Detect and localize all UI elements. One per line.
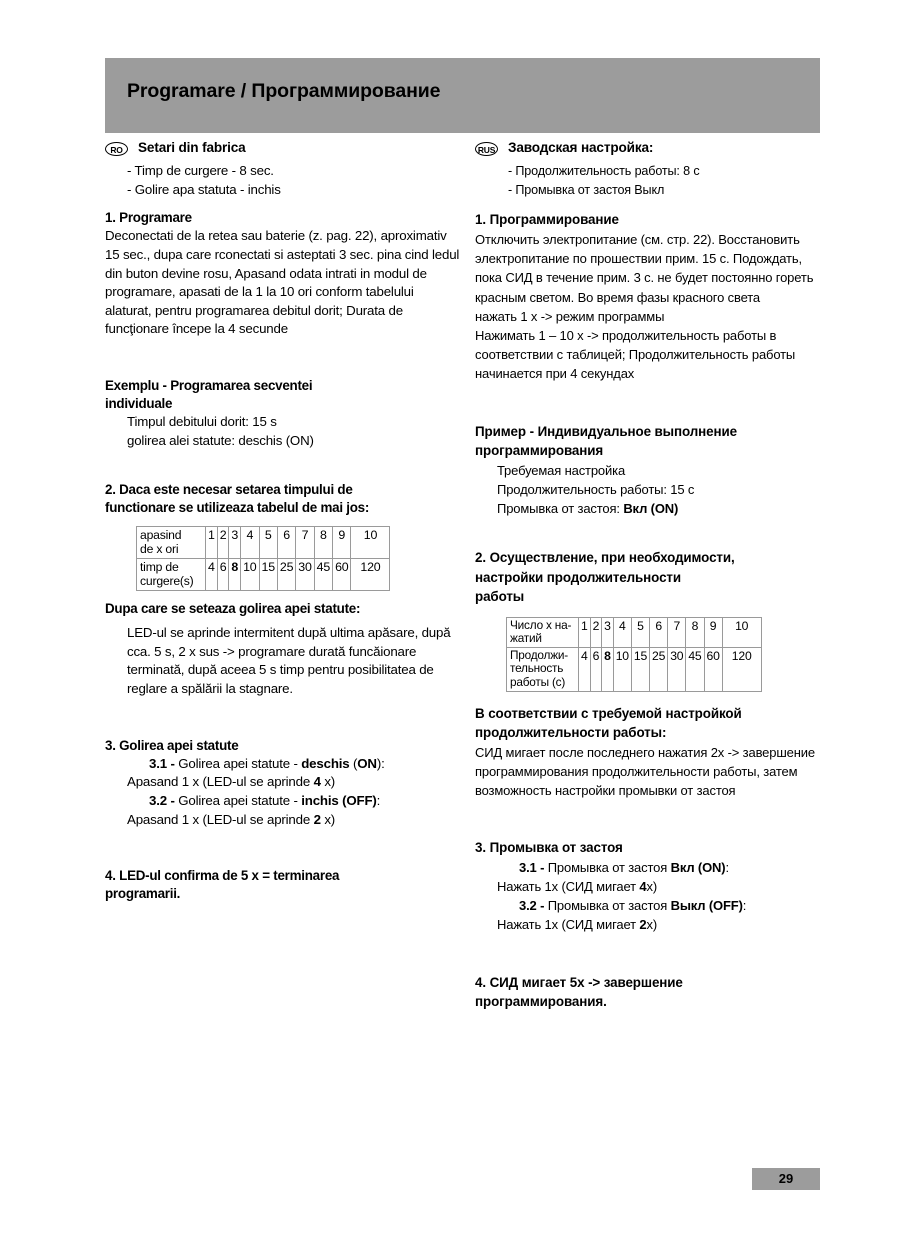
rus-section2-after-body: СИД мигает после последнего нажатия 2х -> завершение программирования продолжительности работы, затем возможность настройки промывки от застоя — [475, 744, 815, 799]
rus-example-line-1: Требуемая настройка — [497, 462, 626, 478]
rus-presses-7: 7 — [668, 617, 686, 647]
spacer — [475, 200, 830, 210]
ro-example-line-2: golirea alei statute: deschis (ON) — [127, 432, 314, 448]
ro-section2-heading-line2: functionare se utilizeaza tabelul de mai jos: — [105, 499, 370, 515]
rus-example-line-3 — [497, 499, 830, 518]
rus-section1-line2: нажать 1 х -> режим программы — [475, 308, 665, 324]
ro-section2-heading-line1: 2. Daca este necesar setarea timpului de — [105, 481, 353, 497]
spacer — [105, 339, 460, 377]
rus-presses-4: 4 — [613, 617, 631, 647]
rus-section3-1-detail-c: х) — [646, 878, 657, 894]
spacer — [105, 199, 460, 209]
rus-section2-after-heading-line1: В соответствии с требуемой настройкой — [475, 705, 742, 721]
ro-table-row1-label — [137, 526, 206, 558]
ro-section3-2-detail-count: 2 — [313, 811, 321, 827]
column-romanian — [105, 140, 460, 904]
rus-section3-1-detail-a: Нажать 1х (СИД мигает — [497, 878, 640, 894]
table-row — [137, 558, 390, 590]
ro-section3-2-state: inchis (OFF) — [301, 792, 377, 808]
ro-section3-1-text: Golirea apei statute - — [178, 755, 302, 771]
spacer — [105, 591, 460, 600]
rus-section3-2-state: Выкл (OFF) — [670, 898, 743, 914]
rus-section3-2-detail-a: Нажать 1х (СИД мигает — [497, 917, 640, 933]
rus-duration-8: 45 — [686, 647, 704, 691]
ro-example-heading-line1: Exemplu - Programarea secventei — [105, 377, 313, 393]
rus-presses-2: 2 — [590, 617, 602, 647]
rus-example-line-3-value: Вкл (ON) — [623, 500, 679, 516]
ro-duration-6: 25 — [277, 558, 295, 590]
ro-table-row2-label — [137, 558, 206, 590]
ro-section2-after-body: LED-ul se aprinde intermitent după ultima apăsare, după cca. 5 s, 2 x sus -> programare durată funcăionare terminată, după aceea 5 s timp pentru posibilitatea de reglare a spălării la stagnare. — [127, 625, 451, 696]
ro-section3-2-text: Golirea apei statute - — [178, 792, 302, 808]
rus-factory-settings-heading: Заводская настройка: — [508, 140, 654, 155]
spacer — [105, 829, 460, 867]
ro-section3-heading: 3. Golirea apei statute — [105, 737, 239, 753]
rus-section2-heading-line1: 2. Осуществление, при необходимости, — [475, 550, 735, 566]
rus-badge-row — [475, 140, 830, 160]
ro-section3-2 — [149, 792, 460, 811]
rus-factory-item-1: - Продолжительность работы: 8 с — [508, 164, 700, 178]
rus-section3-2-number: 3.2 - — [519, 898, 548, 914]
table-row — [507, 647, 762, 691]
rus-duration-6: 25 — [650, 647, 668, 691]
rus-section3-1-detail-count: 4 — [639, 878, 647, 894]
ro-table-row1-label-line2: de x ori — [140, 542, 179, 557]
ro-duration-1: 4 — [206, 558, 218, 590]
rus-country-badge-icon: RUS — [475, 142, 498, 156]
rus-section3-2-text: Промывка от застоя — [547, 898, 671, 914]
ro-duration-table — [136, 526, 390, 591]
ro-table-row1-label-line1: apasind — [140, 527, 182, 542]
rus-presses-3: 3 — [602, 617, 614, 647]
rus-duration-3: 8 — [602, 647, 614, 691]
rus-duration-2: 6 — [590, 647, 602, 691]
ro-duration-7: 30 — [296, 558, 314, 590]
ro-section1-body: Deconectati de la retea sau baterie (z. pag. 22), aproximativ 15 sec., dupa care rconectati si asteptati 3 sec. pina cind ledul din buton devine rosu, Apasand odata intrati in modul de programare, apasati de la 1 la 10 ori conform tabelului alaturat, pentru programarea debitul dorit; Durata de funcţionare începe la 4 secunde — [105, 228, 460, 337]
ro-presses-9: 9 — [333, 526, 351, 558]
rus-table-row2-label-line1: Продолжи- — [510, 647, 569, 662]
rus-section3-2-detail-c: х) — [646, 917, 657, 933]
ro-section3-1-paren-close: ): — [376, 755, 385, 771]
rus-duration-1: 4 — [579, 647, 591, 691]
rus-presses-6: 6 — [650, 617, 668, 647]
ro-section3-1-detail — [127, 773, 460, 792]
page-header-bar — [105, 58, 820, 133]
ro-factory-item-2: - Golire apa statuta - inchis — [127, 181, 281, 197]
ro-presses-10: 10 — [351, 526, 390, 558]
ro-presses-6: 6 — [277, 526, 295, 558]
column-russian — [475, 140, 830, 1012]
ro-table-row2-label-line2: curgere(s) — [140, 574, 194, 589]
rus-presses-10: 10 — [722, 617, 761, 647]
ro-section3-2-number: 3.2 - — [149, 792, 179, 808]
rus-section1-body: Отключить электропитание (см. стр. 22). Восстановить электропитание по прошествии прим. 15 с. Подождать, пока СИД в течение прим. 3 с. не будет постоянно гореть красным светом. Во время фазы красного света — [475, 231, 814, 305]
rus-section3-1-number: 3.1 - — [519, 859, 548, 875]
rus-table-row2-label — [507, 647, 579, 691]
rus-duration-5: 15 — [631, 647, 649, 691]
ro-presses-4: 4 — [241, 526, 259, 558]
ro-factory-item-1: - Timp de curgere - 8 sec. — [127, 163, 274, 178]
ro-section3-1-number: 3.1 - — [149, 755, 179, 771]
rus-duration-7: 30 — [668, 647, 686, 691]
ro-duration-2: 6 — [217, 558, 229, 590]
rus-presses-8: 8 — [686, 617, 704, 647]
spacer — [105, 699, 460, 737]
rus-section3-2-detail-count: 2 — [639, 917, 647, 933]
ro-presses-1: 1 — [206, 526, 218, 558]
ro-section3-2-detail-a: Apasand 1 x (LED-ul se aprinde — [127, 811, 314, 827]
rus-section2-after-heading-line2: продолжительности работы: — [475, 725, 667, 741]
rus-section3-2 — [519, 896, 830, 915]
rus-duration-9: 60 — [704, 647, 722, 691]
ro-section1-heading: 1. Programare — [105, 210, 192, 226]
ro-country-badge-icon: RO — [105, 142, 128, 156]
rus-section3-2-colon: : — [742, 898, 747, 914]
ro-presses-8: 8 — [314, 526, 332, 558]
rus-section3-1 — [519, 858, 830, 877]
rus-section4-heading-line1: 4. СИД мигает 5х -> завершение — [475, 974, 683, 990]
rus-section3-1-detail — [497, 877, 830, 896]
rus-section3-1-text: Промывка от застоя — [547, 859, 671, 875]
page-number-badge: 29 — [752, 1168, 820, 1190]
rus-section4-heading-line2: программирования. — [475, 994, 607, 1010]
ro-section3-1-state: deschis — [301, 755, 350, 771]
ro-section3-1-on: ON — [357, 755, 377, 771]
rus-example-line-3-label: Промывка от застоя: — [497, 500, 624, 516]
rus-section2-heading-line3: работы — [475, 589, 525, 605]
ro-section3-1 — [149, 755, 460, 774]
ro-duration-table-wrapper — [136, 526, 460, 591]
rus-example-line-2: Продолжительность работы: 15 с — [497, 481, 695, 497]
ro-factory-settings-heading: Setari din fabrica — [138, 140, 246, 155]
table-row — [507, 617, 762, 647]
page-title: Programare / Программирование — [127, 80, 441, 102]
ro-presses-5: 5 — [259, 526, 277, 558]
ro-duration-3: 8 — [229, 558, 241, 590]
rus-section3-1-state: Вкл (ON) — [670, 859, 726, 875]
rus-section3-heading: 3. Промывка от застоя — [475, 840, 623, 856]
spacer — [475, 800, 830, 838]
ro-example-line-1: Timpul debitului dorit: 15 s — [127, 414, 277, 430]
ro-presses-2: 2 — [217, 526, 229, 558]
ro-section4-heading-line1: 4. LED-ul confirma de 5 x = terminarea — [105, 868, 340, 884]
rus-presses-5: 5 — [631, 617, 649, 647]
ro-presses-3: 3 — [229, 526, 241, 558]
rus-duration-table-wrapper — [506, 617, 830, 692]
rus-table-row1-label — [507, 617, 579, 647]
ro-example-heading-line2: individuale — [105, 396, 173, 412]
ro-section3-1-detail-c: x) — [320, 774, 336, 790]
rus-section3-2-detail — [497, 915, 830, 934]
ro-section2-after-heading: Dupa care se seteaza golirea apei statute: — [105, 600, 361, 616]
table-row — [137, 526, 390, 558]
ro-duration-4: 10 — [241, 558, 259, 590]
rus-duration-4: 10 — [613, 647, 631, 691]
rus-table-row1-label-line1: Число х на- — [510, 617, 572, 632]
rus-presses-9: 9 — [704, 617, 722, 647]
ro-table-row2-label-line1: timp de — [140, 559, 179, 574]
spacer — [475, 518, 830, 548]
spacer — [475, 935, 830, 973]
ro-section3-2-detail — [127, 811, 460, 830]
ro-duration-5: 15 — [259, 558, 277, 590]
ro-section3-1-detail-a: Apasand 1 x (LED-ul se aprinde — [127, 774, 314, 790]
rus-factory-item-2: - Промывка от застоя Выкл — [508, 183, 665, 198]
rus-example-heading-line1: Пример - Индивидуальное выполнение — [475, 423, 737, 439]
spacer — [475, 692, 830, 704]
rus-presses-1: 1 — [579, 617, 591, 647]
ro-section3-1-paren-open: ( — [349, 755, 358, 771]
spacer — [475, 384, 830, 422]
ro-section3-1-detail-count: 4 — [313, 774, 321, 790]
rus-table-row2-label-line2: тельность — [510, 661, 564, 676]
ro-duration-8: 45 — [314, 558, 332, 590]
rus-duration-10: 120 — [722, 647, 761, 691]
ro-presses-7: 7 — [296, 526, 314, 558]
ro-duration-10: 120 — [351, 558, 390, 590]
rus-section3-1-colon: : — [725, 859, 729, 875]
ro-section4-heading-line2: programarii. — [105, 886, 181, 902]
rus-section2-heading-line2: настройки продолжительности — [475, 569, 682, 585]
rus-table-row1-label-line2: жатий — [510, 631, 542, 646]
ro-section3-2-detail-c: x) — [320, 811, 336, 827]
rus-duration-table — [506, 617, 762, 692]
rus-table-row2-label-line3: работы (с) — [510, 675, 566, 690]
ro-section3-2-colon: : — [376, 792, 381, 808]
ro-badge-row — [105, 140, 460, 160]
spacer — [105, 451, 460, 481]
rus-section1-line3: Нажимать 1 – 10 х -> продолжительность работы в соответствии с таблицей; Продолжительность работы начинается при 4 секундах — [475, 327, 796, 382]
ro-duration-9: 60 — [333, 558, 351, 590]
rus-example-heading-line2: программирования — [475, 443, 604, 459]
rus-section1-heading: 1. Программирование — [475, 212, 619, 228]
